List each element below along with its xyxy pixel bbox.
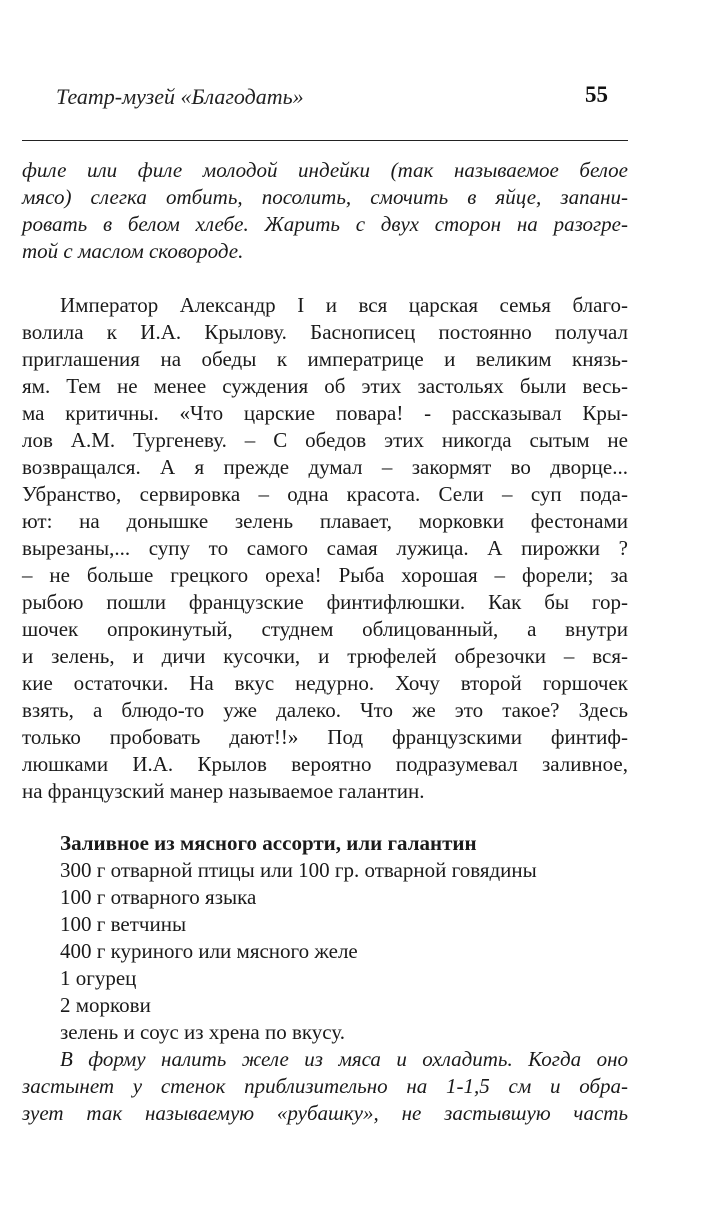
story-line: Император Александр I и вся царская семья благо-: [60, 293, 628, 317]
running-title: Театр-музей «Благодать»: [56, 84, 304, 109]
method-line: В форму налить желе из мяса и охладить. Когда оно: [60, 1047, 628, 1071]
story-line: Убранство, сервировка – одна красота. Сели – суп пода-: [22, 482, 628, 506]
recipe-title: Заливное из мясного ассорти, или галантин: [60, 831, 477, 855]
story-line: рыбою пошли французские финтифлюшки. Как бы гор-: [22, 590, 628, 614]
ingredient-line: 1 огурец: [60, 966, 137, 990]
story-line: и зелень, и дичи кусочки, и трюфелей обрезочки – вся-: [22, 644, 628, 668]
ingredient-line: зелень и соус из хрена по вкусу.: [60, 1020, 345, 1044]
story-line: кие остаточки. На вкус недурно. Хочу второй горшочек: [22, 671, 628, 695]
story-line: приглашения на обеды к императрице и великим князь-: [22, 347, 628, 371]
recipe-tail-line: той с маслом сковороде.: [22, 239, 244, 263]
story-line: шочек опрокинутый, студнем облицованный, а внутри: [22, 617, 628, 641]
header-rule: [22, 140, 628, 141]
story-line: ма критичны. «Что царские повара! - рассказывал Кры-: [22, 401, 628, 425]
story-line: ям. Тем не менее суждения об этих застольях были весь-: [22, 374, 628, 398]
method-line: зует так называемую «рубашку», не застывшую часть: [22, 1101, 628, 1125]
ingredient-line: 2 моркови: [60, 993, 151, 1017]
story-line: на французский манер называемое галантин.: [22, 779, 425, 803]
recipe-tail-line: мясо) слегка отбить, посолить, смочить в яйце, запани-: [22, 185, 628, 209]
page-number: 55: [585, 82, 608, 107]
ingredient-line: 100 г отварного языка: [60, 885, 257, 909]
story-line: люшками И.А. Крылов вероятно подразумевал заливное,: [22, 752, 628, 776]
story-line: лов А.М. Тургеневу. – С обедов этих никогда сытым не: [22, 428, 628, 452]
story-line: возвращался. А я прежде думал – закормят во дворце...: [22, 455, 628, 479]
method-line: застынет у стенок приблизительно на 1-1,5 см и обра-: [22, 1074, 628, 1098]
story-line: – не больше грецкого ореха! Рыба хорошая – форели; за: [22, 563, 628, 587]
recipe-tail-line: филе или филе молодой индейки (так называемое белое: [22, 158, 628, 182]
ingredient-line: 100 г ветчины: [60, 912, 187, 936]
recipe-tail-line: ровать в белом хлебе. Жарить с двух сторон на разогре-: [22, 212, 628, 236]
ingredient-line: 300 г отварной птицы или 100 гр. отварной говядины: [60, 858, 537, 882]
story-line: ют: на донышке зелень плавает, морковки фестонами: [22, 509, 628, 533]
ingredient-line: 400 г куриного или мясного желе: [60, 939, 358, 963]
story-line: взять, а блюдо-то уже далеко. Что же это такое? Здесь: [22, 698, 628, 722]
story-line: только пробовать дают!!» Под французскими финтиф-: [22, 725, 628, 749]
story-line: волила к И.А. Крылову. Баснописец постоянно получал: [22, 320, 628, 344]
story-line: вырезаны,... супу то самого самая лужица. А пирожки ?: [22, 536, 628, 560]
